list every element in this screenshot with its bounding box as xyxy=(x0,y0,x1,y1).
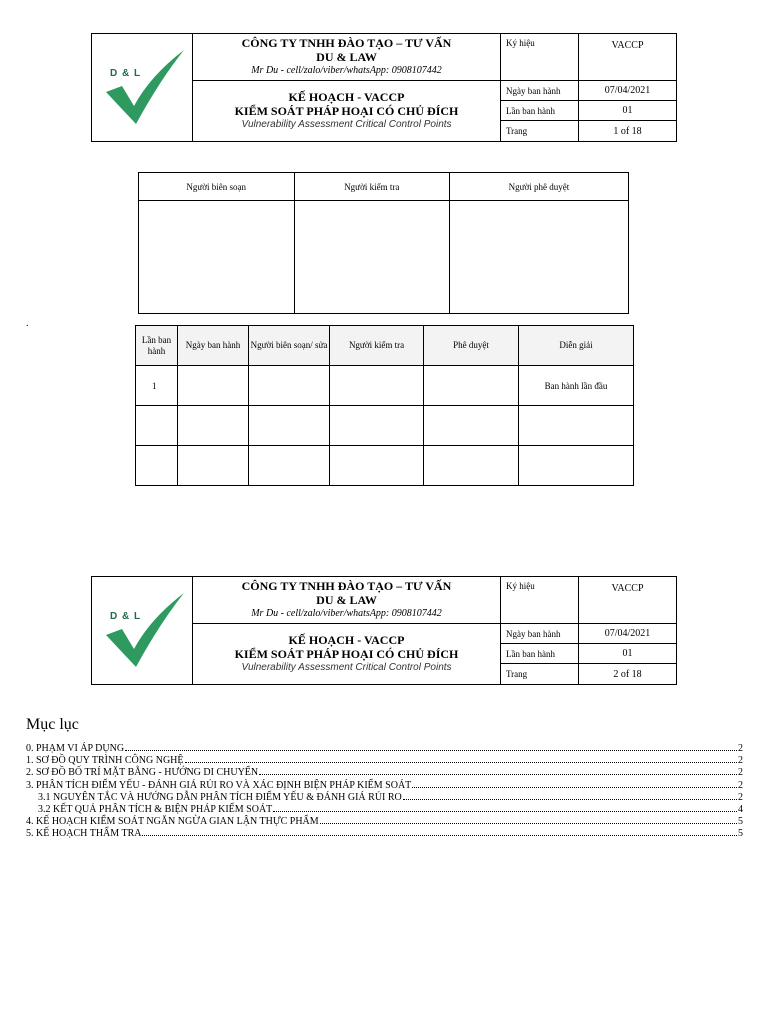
logo-text: D & L xyxy=(110,68,142,79)
page-value: 1 of 18 xyxy=(579,121,677,142)
signature-table xyxy=(138,172,629,314)
revision-cell xyxy=(178,366,249,406)
revision-cell xyxy=(249,406,330,446)
issue-label: Lần ban hành xyxy=(501,644,579,664)
stray-mark: . xyxy=(26,318,29,329)
checkmark-logo-icon xyxy=(102,46,187,126)
revision-cell xyxy=(178,406,249,446)
logo-text: D & L xyxy=(110,611,142,622)
toc-leader-dots xyxy=(125,742,737,751)
toc-leader-dots xyxy=(403,791,737,800)
toc-item[interactable] xyxy=(26,766,743,778)
checker-signature-box xyxy=(294,201,450,314)
issue-label: Lần ban hành xyxy=(501,101,579,121)
toc-item-page: 2 xyxy=(738,791,743,803)
toc-item-page: 2 xyxy=(738,767,743,779)
toc-leader-dots xyxy=(273,803,737,812)
toc-item[interactable] xyxy=(26,803,743,815)
revision-cell xyxy=(136,446,178,486)
toc-item-page: 5 xyxy=(738,816,743,828)
toc-item-label: 3.1 NGUYÊN TẮC VÀ HƯỚNG DẪN PHÂN TÍCH ĐIỂM YẾU & ĐÁNH GIÁ RỦI RO xyxy=(38,791,402,803)
toc-item-label: 0. PHẠM VI ÁP DỤNG xyxy=(26,743,125,754)
code-value: VACCP xyxy=(579,34,677,81)
plan-title: KẾ HOẠCH - VACCP KIỂM SOÁT PHÁP HOẠI CÓ CHỦ ĐÍCH Vulnerability Assessment Critical Control Points xyxy=(193,624,501,685)
toc-item-page: 5 xyxy=(738,828,743,840)
toc-item-label: 3. PHÂN TÍCH ĐIỂM YẾU - ĐÁNH GIÁ RỦI RO VÀ XÁC ĐỊNH BIỆN PHÁP KIỂM SOÁT xyxy=(26,779,412,791)
page-label: Trang xyxy=(501,664,579,685)
table-row xyxy=(136,406,634,446)
code-value: VACCP xyxy=(579,577,677,624)
toc-item[interactable] xyxy=(26,742,743,754)
table-row xyxy=(136,366,634,406)
date-label: Ngày ban hành xyxy=(501,81,579,101)
company-logo xyxy=(92,34,193,142)
issue-value: 01 xyxy=(579,644,677,664)
revision-cell xyxy=(424,406,519,446)
revision-cell xyxy=(519,406,634,446)
revision-header-cell: Diễn giải xyxy=(519,326,634,366)
page-value: 2 of 18 xyxy=(579,664,677,685)
date-label: Ngày ban hành xyxy=(501,624,579,644)
company-logo xyxy=(92,577,193,685)
code-label: Ký hiệu xyxy=(501,577,579,624)
revision-cell: Ban hành lần đầu xyxy=(519,366,634,406)
toc-item[interactable] xyxy=(26,779,743,791)
toc-item-page: 2 xyxy=(738,779,743,791)
approver-signature-box xyxy=(450,201,629,314)
revision-header-cell: Người biên soạn/ sửa xyxy=(249,326,330,366)
toc-leader-dots xyxy=(185,754,738,763)
issue-value: 01 xyxy=(579,101,677,121)
revision-cell: 1 xyxy=(136,366,178,406)
toc-item-label: 4. KẾ HOẠCH KIỂM SOÁT NGĂN NGỪA GIAN LẬN THỰC PHẨM xyxy=(26,816,319,828)
compiler-header: Người biên soạn xyxy=(139,173,295,201)
revision-header-row xyxy=(136,326,634,366)
plan-title: KẾ HOẠCH - VACCP KIỂM SOÁT PHÁP HOẠI CÓ CHỦ ĐÍCH Vulnerability Assessment Critical Control Points xyxy=(193,81,501,142)
toc-item-label: 5. KẾ HOẠCH THẨM TRA xyxy=(26,828,142,840)
table-of-contents xyxy=(26,742,743,840)
toc-item[interactable] xyxy=(26,827,743,839)
revision-cell xyxy=(330,366,424,406)
revision-cell xyxy=(136,406,178,446)
contact-line: Mr Du - cell/zalo/viber/whatsApp: 0908107442 xyxy=(251,65,442,76)
toc-item[interactable] xyxy=(26,754,743,766)
date-value: 07/04/2021 xyxy=(579,81,677,101)
compiler-signature-box xyxy=(139,201,295,314)
approver-header: Người phê duyệt xyxy=(450,173,629,201)
revision-table xyxy=(135,325,634,486)
revision-cell xyxy=(519,446,634,486)
toc-item-label: 1. SƠ ĐỒ QUY TRÌNH CÔNG NGHỆ xyxy=(26,755,184,767)
revision-cell xyxy=(178,446,249,486)
revision-cell xyxy=(424,446,519,486)
revision-header-cell: Phê duyệt xyxy=(424,326,519,366)
toc-leader-dots xyxy=(320,815,737,824)
company-name: CÔNG TY TNHH ĐÀO TẠO – TƯ VẤN DU & LAW Mr Du - cell/zalo/viber/whatsApp: 0908107442 xyxy=(193,577,501,624)
company-name: CÔNG TY TNHH ĐÀO TẠO – TƯ VẤN DU & LAW Mr Du - cell/zalo/viber/whatsApp: 0908107442 xyxy=(193,34,501,81)
toc-title: Mục lục xyxy=(26,716,79,733)
code-label: Ký hiệu xyxy=(501,34,579,81)
toc-leader-dots xyxy=(259,766,737,775)
revision-header-cell: Ngày ban hành xyxy=(178,326,249,366)
toc-leader-dots xyxy=(412,779,737,788)
toc-leader-dots xyxy=(142,827,737,836)
toc-item[interactable] xyxy=(26,815,743,827)
document-header xyxy=(91,33,677,142)
toc-item-label: 2. SƠ ĐỒ BỐ TRÍ MẶT BẰNG - HƯỚNG DI CHUYỂN xyxy=(26,767,259,779)
revision-cell xyxy=(249,446,330,486)
date-value: 07/04/2021 xyxy=(579,624,677,644)
revision-header-cell: Lần ban hành xyxy=(136,326,178,366)
page-label: Trang xyxy=(501,121,579,142)
revision-cell xyxy=(330,446,424,486)
toc-item-page: 2 xyxy=(738,743,743,754)
contact-line: Mr Du - cell/zalo/viber/whatsApp: 0908107442 xyxy=(251,608,442,619)
checkmark-logo-icon xyxy=(102,589,187,669)
table-row xyxy=(136,446,634,486)
revision-cell xyxy=(424,366,519,406)
checker-header: Người kiểm tra xyxy=(294,173,450,201)
revision-cell xyxy=(249,366,330,406)
toc-item-page: 4 xyxy=(738,803,743,815)
revision-cell xyxy=(330,406,424,446)
toc-item-label: 3.2 KẾT QUẢ PHÂN TÍCH & BIỆN PHÁP KIỂM SOÁT xyxy=(38,803,273,815)
document-header xyxy=(91,576,677,685)
toc-item[interactable] xyxy=(26,791,743,803)
revision-header-cell: Người kiểm tra xyxy=(330,326,424,366)
toc-item-page: 2 xyxy=(738,755,743,767)
